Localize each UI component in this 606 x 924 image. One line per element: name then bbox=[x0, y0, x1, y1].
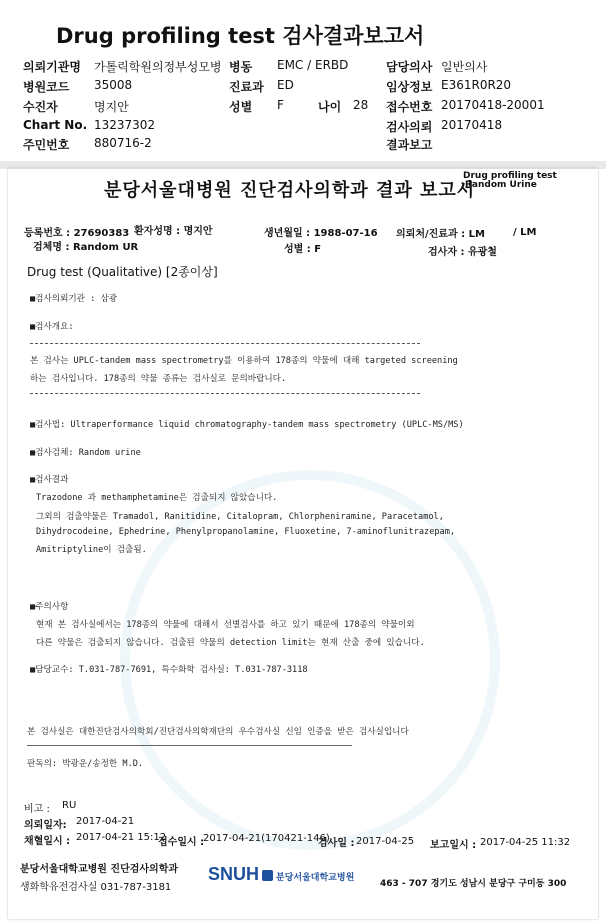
field-label: 결과보고 bbox=[386, 138, 433, 152]
overview-line: 하는 검사입니다. 178종의 약물 종류는 검사실로 문의바랍니다. bbox=[30, 374, 287, 384]
field-value: F bbox=[277, 98, 284, 112]
divider bbox=[30, 393, 420, 394]
dept-2: / LM bbox=[513, 227, 537, 238]
field-label: 임상정보 bbox=[386, 80, 433, 94]
field-value: 20170418 bbox=[441, 118, 503, 132]
remark-label: 비고 : bbox=[24, 804, 50, 815]
sex: 성별 : F bbox=[284, 244, 322, 255]
footer-dept: 분당서울대학교병원 진단검사의학과 bbox=[20, 864, 179, 875]
result-line: Trazodone 과 methamphetamine은 검출되지 않았습니다. bbox=[36, 493, 278, 503]
note-heading: ■주의사항 bbox=[30, 602, 69, 612]
result-line: 그외의 검출약물은 Tramadol, Ranitidine, Citalopram, Chlorpheniramine, Paracetamol, bbox=[36, 512, 444, 522]
report-date: 2017-04-25 11:32 bbox=[480, 837, 571, 848]
section-overview: ■검사개요: bbox=[30, 322, 74, 332]
hospital-title: 분당서울대병원 진단검사의학과 결과 보고서 bbox=[104, 180, 476, 201]
field-value: 20170418-20001 bbox=[441, 98, 545, 112]
remark: RU bbox=[62, 800, 77, 811]
field-label: 병원코드 bbox=[23, 80, 70, 94]
report-title: Drug profiling test 검사결과보고서 bbox=[56, 24, 425, 48]
address: 463 - 707 경기도 성남시 분당구 구미동 300 bbox=[380, 879, 567, 889]
note-line: 현재 본 검사실에서는 178종의 약물에 대해서 선별검사를 하고 있기 때문에 178종의 약물이외 bbox=[36, 620, 415, 630]
result-heading: ■검사결과 bbox=[30, 475, 69, 485]
patient-name: 환자성명 : 명지안 bbox=[134, 226, 213, 237]
field-value: 28 bbox=[353, 98, 369, 112]
overview-line: 본 검사는 UPLC-tandem mass spectrometry를 이용하여 178종의 약물에 대해 targeted screening bbox=[30, 356, 458, 366]
reader: 판독의: 박광운/송정한 M.D. bbox=[27, 759, 144, 769]
test-date: 2017-04-25 bbox=[356, 836, 415, 847]
birth-date: 생년월일 : 1988-07-16 bbox=[264, 228, 378, 239]
divider bbox=[27, 745, 352, 746]
field-label: 의뢰기관명 bbox=[23, 60, 81, 74]
footer-lab: 생화학유전검사실 031-787-3181 bbox=[20, 882, 172, 893]
field-label: 성별 bbox=[229, 100, 253, 114]
field-value: 명지안 bbox=[94, 100, 129, 114]
field-value: EMC / ERBD bbox=[277, 58, 349, 72]
dept: 의뢰처/진료과 : LM bbox=[396, 229, 485, 240]
field-label: 나이 bbox=[318, 100, 342, 114]
divider bbox=[30, 343, 420, 344]
field-label: 주민번호 bbox=[23, 138, 70, 152]
field-value: 880716-2 bbox=[94, 136, 152, 150]
stamp-line: Drug profiling test bbox=[463, 171, 557, 181]
field-label: 검사의뢰 bbox=[386, 120, 433, 134]
result-line: Dihydrocodeine, Ephedrine, Phenylpropanolamine, Fluoxetine, 7-aminoflunitrazepam, bbox=[36, 527, 456, 537]
collect-label: 채혈일시 : bbox=[24, 836, 71, 847]
order-label: 의뢰일자: bbox=[24, 820, 67, 831]
specimen: ■검사검체: Random urine bbox=[30, 448, 141, 458]
field-value: 35008 bbox=[94, 78, 133, 92]
test-date-label: 검사일 : bbox=[318, 838, 355, 849]
field-value: ED bbox=[277, 78, 294, 92]
test-heading: Drug test (Qualitative) [2종이상] bbox=[27, 265, 218, 279]
field-label: 병동 bbox=[229, 60, 253, 74]
field-value: E361R0R20 bbox=[441, 78, 512, 92]
section-lab: ■검사의뢰기관 : 삼광 bbox=[30, 294, 118, 304]
stamp-line: Random Urine bbox=[465, 180, 537, 190]
contact: ■담당교수: T.031-787-7691, 특수화학 검사실: T.031-787-3118 bbox=[30, 665, 308, 675]
field-label: Chart No. bbox=[23, 118, 88, 132]
field-label: 진료과 bbox=[229, 80, 264, 94]
method: ■검사법: Ultraperformance liquid chromatography-tandem mass spectrometry (UPLC-MS/MS) bbox=[30, 420, 464, 430]
field-value: 가톨릭학원의정부성모병 bbox=[94, 60, 222, 74]
report-label: 보고일시 : bbox=[430, 840, 477, 851]
field-label: 접수번호 bbox=[386, 100, 433, 114]
note-line: 다른 약물은 검출되지 않습니다. 검출된 약물의 detection limit는 현재 산출 중에 있습니다. bbox=[36, 638, 425, 648]
receive-time: 2017-04-21(170421-146) bbox=[203, 833, 330, 844]
hospital-logo bbox=[208, 864, 354, 885]
field-value: 일반의사 bbox=[441, 60, 488, 74]
logo-text: SNUH bbox=[208, 864, 260, 884]
stamp bbox=[463, 172, 557, 190]
reg-no: 등록번호 : 27690383 bbox=[24, 228, 130, 239]
logo-kr: 분당서울대학교병원 bbox=[276, 873, 355, 883]
collect-time: 2017-04-21 15:12 bbox=[76, 832, 167, 843]
field-value: 13237302 bbox=[94, 118, 156, 132]
certification: 본 검사실은 대한진단검사의학회/진단검사의학재단의 우수검사실 신임 인증을 받은 검사실입니다 bbox=[27, 727, 409, 737]
order-date: 2017-04-21 bbox=[76, 816, 135, 827]
receive-label: 접수일시 : bbox=[158, 837, 205, 848]
specimen-name: 검체명 : Random UR bbox=[33, 242, 139, 253]
result-line: Amitriptyline이 검출됨. bbox=[36, 545, 147, 555]
field-label: 담당의사 bbox=[386, 60, 433, 74]
field-label: 수진자 bbox=[23, 100, 58, 114]
tester: 검사자 : 유광철 bbox=[428, 247, 497, 258]
logo-icon bbox=[262, 870, 273, 881]
